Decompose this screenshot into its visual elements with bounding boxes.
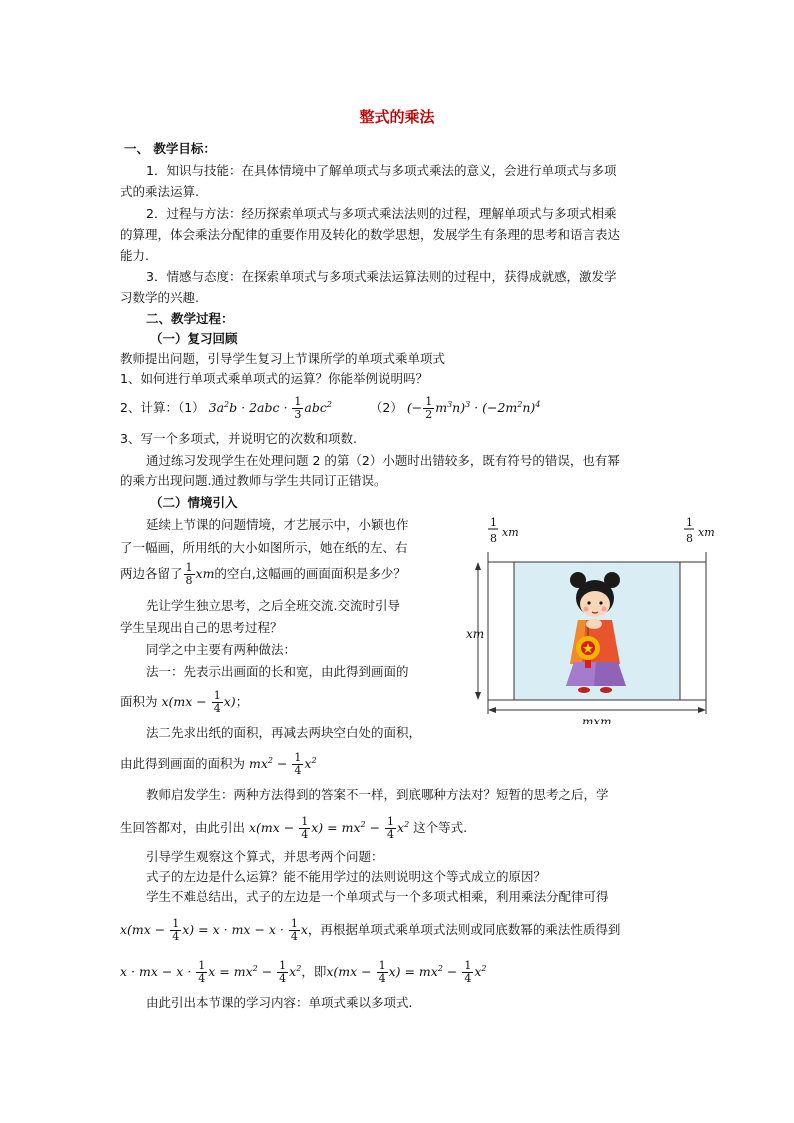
part-heading-review: （一）复习回顾 xyxy=(150,331,238,346)
context-line-4: 先让学生独立思考，之后全班交流.交流时引导 xyxy=(146,598,400,613)
goal-2-line-b: 的算理，体会乘法分配律的重要作用及转化的数学思想，发展学生有条理的思考和语言表达 xyxy=(120,227,621,242)
right-margin-num: 1 xyxy=(686,516,693,529)
review-intro: 教师提出问题，引导学生复习上节课所学的单项式乘单项式 xyxy=(120,351,446,366)
review-q2-expr2: (− $\frac{1}{2}$ $m^3n)^3 \cdot (-2m^2n)^4$ xyxy=(406,395,541,422)
teacher-prompt-a: 教师启发学生：两种方法得到的答案不一样，到底哪种方法对？短暂的思考之后，学 xyxy=(146,787,609,802)
teacher-prompt-b: 生回答都对，由此引出 x(mx − $\frac{1}{4}$ $x) = mx^2$ − $\frac{1}{4}$ $x^2$ 这个等式. xyxy=(120,815,468,842)
paper-diagram xyxy=(466,514,730,724)
review-q2 xyxy=(120,396,540,421)
summary-line-c: x · mx − x · $\frac{1}{4}$ $x = mx^2$ − $\frac{1}{4}$ $x^2$，即x(mx − $\frac{1}{4}$ $x) = mx^2$ − $\frac{1}{4}$ $x^2$ xyxy=(120,959,487,986)
method-1-line: 法一：先表示出画面的长和宽，由此得到画面的 xyxy=(146,664,409,679)
goal-1-line-a: 1．知识与技能：在具体情境中了解单项式与多项式乘法的意义，会进行单项式与多项 xyxy=(146,163,617,178)
review-q3: 3、写一个多项式，并说明它的次数和项数. xyxy=(120,431,357,446)
context-line-2: 了一幅画，所用纸的大小如图所示，她在纸的左、右 xyxy=(120,540,408,555)
method-2-line: 法二先求出纸的面积，再减去两块空白处的面积， xyxy=(146,725,422,740)
section-heading-process: 二、教学过程： xyxy=(146,311,234,326)
paper-diagram-svg xyxy=(466,514,730,724)
summary-line-a: 学生不难总结出，式子的左边是一个单项式与一个多项式相乘，利用乘法分配律可得 xyxy=(146,889,609,904)
context-line-3: 两边各留了 $\frac{1}{8}$ xm的空白,这幅画的画面面积是多少？ xyxy=(120,561,406,587)
section-heading-goals: 一、 教学目标： xyxy=(124,141,216,156)
question-line: 式子的左边是什么运算？能不能用学过的法则说明这个等式成立的原因？ xyxy=(146,869,547,884)
left-margin-unit: xm xyxy=(502,526,519,539)
summary-line-b: x(mx − $\frac{1}{4}$ x) = x · mx − x · $\frac{1}{4}$ x，再根据单项式乘单项式法则或同底数幂的乘法性质得到 xyxy=(120,917,621,943)
goal-3-line-b: 习数学的兴趣. xyxy=(120,290,199,305)
right-margin-den: 8 xyxy=(686,532,693,545)
width-label: mxm xyxy=(582,715,612,724)
conclusion-line: 由此引出本节课的学习内容：单项式乘以多项式. xyxy=(146,995,413,1010)
method-2-area: 由此得到画面的面积为 $mx^2$ − $\frac{1}{4}$ $x^2$ xyxy=(120,751,317,778)
review-q2-prefix: 2、计算：（1） xyxy=(120,400,205,416)
goal-2-line-a: 2．过程与方法：经历探索单项式与多项式乘法法则的过程，理解单项式与多项式相乘 xyxy=(146,206,617,221)
left-margin-num: 1 xyxy=(490,516,497,529)
height-label: xm xyxy=(466,627,485,641)
left-margin-den: 8 xyxy=(490,532,497,545)
review-note-b: 的乘方出现问题.通过教师与学生共同订正错误。 xyxy=(120,473,387,488)
method-1-area: 面积为 x(mx − $\frac{1}{4}$ x)； xyxy=(120,689,249,715)
observe-line: 引导学生观察这个算式，并思考两个问题： xyxy=(146,849,384,864)
review-q1: 1、如何进行单项式乘单项式的运算？你能举例说明吗？ xyxy=(120,371,428,386)
context-line-1: 延续上节课的问题情境，才艺展示中，小颖也作 xyxy=(146,517,409,532)
context-line-6: 同学之中主要有两种做法： xyxy=(146,642,297,657)
review-q2-part2: （2） xyxy=(369,400,403,416)
goal-1-line-b: 式的乘法运算. xyxy=(120,184,199,199)
goal-3-line-a: 3．情感与态度：在探索单项式与多项式乘法运算法则的过程中，获得成就感，激发学 xyxy=(146,269,617,284)
review-q2-expr1: $3a^2b \cdot 2abc$ · $\frac{1}{3}$ abc$^2$ xyxy=(208,395,332,422)
part-heading-context: （二）情境引入 xyxy=(150,495,238,510)
goal-2-line-c: 能力. xyxy=(120,248,149,263)
page-title: 整式的乘法 xyxy=(359,108,435,126)
review-note-a: 通过练习发现学生在处理问题 2 的第（2）小题时出错较多，既有符号的错误，也有幂 xyxy=(146,453,620,468)
right-margin-unit: xm xyxy=(698,526,715,539)
context-line-5: 学生呈现出自己的思考过程？ xyxy=(120,620,283,635)
